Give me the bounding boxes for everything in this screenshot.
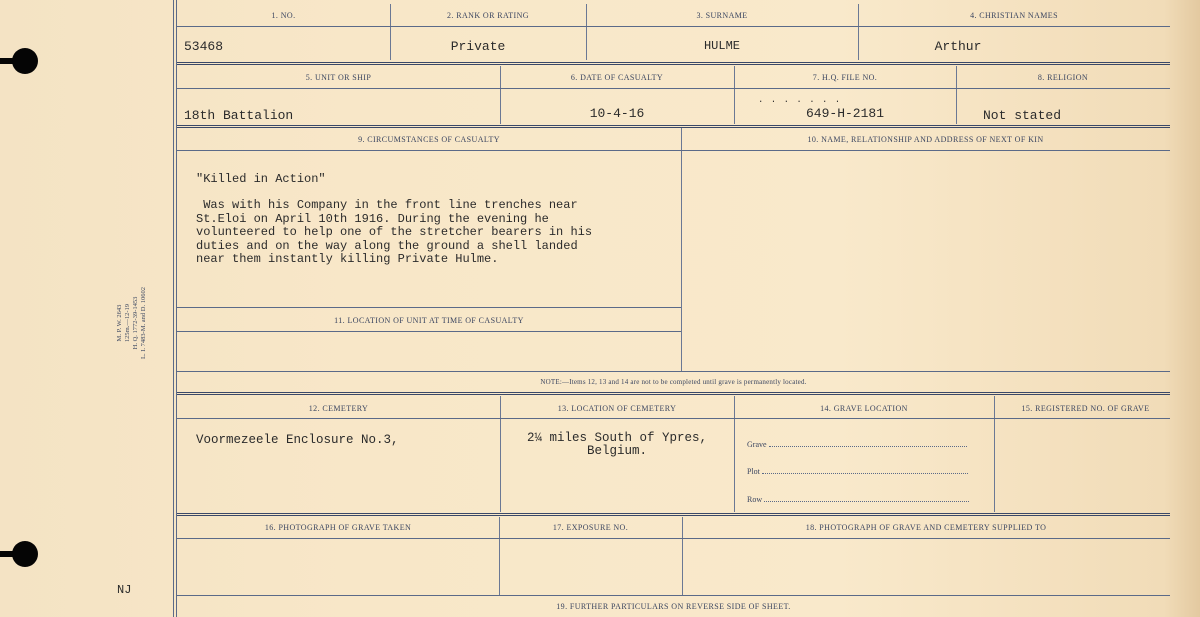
circumstances-line: near them instantly killing Private Hulme. [196,252,499,266]
plot-field [747,467,968,476]
circumstances-body [196,199,592,267]
left-border [173,0,174,617]
circumstances-line: duties and on the way along the ground a shell landed [196,238,578,253]
grave-label: Grave [747,440,767,449]
file-no-dots: . . . . . . . [758,95,842,105]
value-unit: 18th Battalion [184,108,294,123]
rule [177,26,1170,27]
punch-hole-top [12,48,38,74]
value-hq-file-no: 649-H-2181 [805,106,884,121]
plot-label: Plot [747,467,760,476]
value-service-number: 53468 [184,39,224,54]
circumstances-line: St.Eloi on April 10th 1916. During the evening he [196,211,549,226]
imprint-line: H. Q. 1772-39-1453 [132,296,139,350]
label-cemetery: 12. CEMETERY [308,404,369,413]
label-registered-no: 15. REGISTERED NO. OF GRAVE [1021,404,1150,413]
value-religion: Not stated [983,108,1062,123]
label-rank: 2. RANK OR RATING [447,11,529,20]
rule [177,88,1170,89]
imprint-line: M. P. W. 2643 [116,304,123,342]
label-photo-taken: 16. PHOTOGRAPH OF GRAVE TAKEN [264,523,412,532]
label-next-of-kin: 10. NAME, RELATIONSHIP AND ADDRESS OF NEXT OF KIN [807,135,1044,144]
label-surname: 3. SURNAME [696,11,748,20]
clerk-initials: NJ [117,583,132,597]
dotted-leader [762,467,968,474]
value-christian-names: Arthur [934,39,982,54]
rule [177,371,1170,372]
grave-field [747,440,967,449]
imprint-line: L. I. 7483-M. and D. 10602 [140,286,147,360]
value-cemetery-location-line2: Belgium. [586,444,647,458]
value-date-of-casualty: 10-4-16 [589,106,645,121]
punch-hole-bottom [12,541,38,567]
label-location-of-cemetery: 13. LOCATION OF CEMETERY [557,404,677,413]
rule [177,392,1170,393]
label-exposure-no: 17. EXPOSURE NO. [552,523,629,532]
rule [177,62,1170,63]
dotted-leader [764,495,969,502]
rule [177,513,1170,514]
rule [177,125,1170,126]
label-unit: 5. UNIT OR SHIP [305,73,372,82]
divider [994,396,995,512]
label-grave-location: 14. GRAVE LOCATION [820,404,908,413]
footer-note: 19. FURTHER PARTICULARS ON REVERSE SIDE OF SHEET. [556,602,791,611]
label-religion: 8. RELIGION [1037,73,1089,82]
value-cemetery: Voormezeele Enclosure No.3, [196,433,399,447]
divider [734,396,735,512]
row-label: Row [747,495,763,504]
label-location-of-unit: 11. LOCATION OF UNIT AT TIME OF CASUALTY [334,316,524,325]
rule [177,595,1170,596]
rule [177,307,681,308]
row-field [747,495,969,504]
label-circumstances: 9. CIRCUMSTANCES OF CASUALTY [358,135,500,144]
circumstances-heading: "Killed in Action" [196,172,326,186]
rule [177,150,1170,151]
circumstances-line: Was with his Company in the front line trenches near [196,198,578,212]
label-photo-supplied-to: 18. PHOTOGRAPH OF GRAVE AND CEMETERY SUPPLIED TO [805,523,1047,532]
value-surname: HULME [703,39,740,53]
value-cemetery-location-line1: 2¼ miles South of Ypres, [526,431,708,445]
completion-note: NOTE:—Items 12, 13 and 14 are not to be completed until grave is permanently located. [540,378,807,386]
circumstances-line: volunteered to help one of the stretcher bearers in his [196,225,593,239]
rule [177,331,681,332]
label-no: 1. NO. [271,11,296,20]
rule [177,538,1170,539]
label-christian-names: 4. CHRISTIAN NAMES [970,11,1058,20]
dotted-leader [769,440,967,447]
value-rank: Private [450,39,506,54]
label-date-of-casualty: 6. DATE OF CASUALTY [570,73,664,82]
imprint-line: 125m.—12-19 [124,303,131,343]
divider [681,128,682,371]
printer-imprint [116,283,148,363]
label-hq-file-no: 7. H.Q. FILE NO. [812,73,878,82]
rule [177,418,1170,419]
